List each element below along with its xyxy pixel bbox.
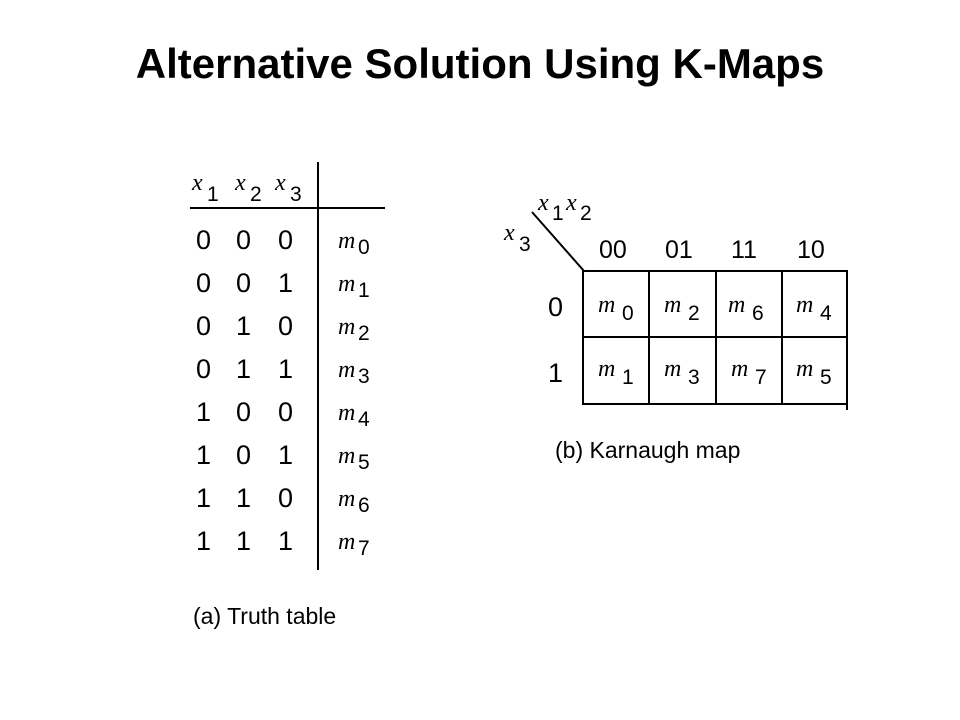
minterm-index: 7 [358, 537, 370, 560]
kmap-grid-line [648, 270, 650, 405]
minterm-index: 2 [358, 322, 370, 345]
bit-x1: 0 [196, 354, 212, 384]
kmap-col-label: 10 [797, 236, 825, 264]
kmap-cell-m: m [598, 356, 616, 382]
kmap-grid-line [781, 270, 783, 405]
minterm-m: m [338, 486, 356, 512]
header-var-x1: x [192, 170, 203, 196]
minterm-index: 3 [358, 365, 370, 388]
header-sub-2: 2 [250, 183, 262, 206]
header-divider [190, 207, 385, 209]
kmap-cell-m: m [796, 292, 814, 318]
kmap-grid-line [715, 270, 717, 405]
kmap-cell-m: m [731, 356, 749, 382]
column-divider [317, 162, 319, 570]
kmap-row-label: 0 [548, 292, 564, 322]
minterm-index: 0 [358, 236, 370, 259]
kmap-side-sub-3: 3 [519, 233, 531, 256]
bit-x2: 0 [236, 440, 252, 470]
kmap-cell-m: m [796, 356, 814, 382]
header-sub-1: 1 [207, 183, 219, 206]
kmap-diagonal [530, 210, 590, 275]
kmap-col-label: 00 [599, 236, 627, 264]
kmap-cell-index: 4 [820, 302, 832, 325]
kmap-caption: (b) Karnaugh map [555, 437, 741, 463]
minterm-index: 4 [358, 408, 370, 431]
minterm-index: 1 [358, 279, 370, 302]
bit-x3: 1 [278, 268, 294, 298]
bit-x1: 1 [196, 483, 212, 513]
kmap-grid-line [846, 270, 848, 410]
bit-x2: 1 [236, 483, 252, 513]
bit-x3: 1 [278, 440, 294, 470]
kmap-cell-index: 1 [622, 366, 634, 389]
minterm-m: m [338, 228, 356, 254]
kmap-cell-m: m [664, 292, 682, 318]
kmap-cell-index: 3 [688, 366, 700, 389]
kmap-cell-index: 7 [755, 366, 767, 389]
kmap-top-sub-1: 1 [552, 202, 564, 225]
header-var-x3: x [275, 170, 286, 196]
bit-x2: 1 [236, 311, 252, 341]
kmap-top-sub-2: 2 [580, 202, 592, 225]
bit-x3: 0 [278, 311, 294, 341]
minterm-m: m [338, 357, 356, 383]
bit-x2: 0 [236, 268, 252, 298]
bit-x1: 0 [196, 225, 212, 255]
kmap-cell-index: 6 [752, 302, 764, 325]
minterm-m: m [338, 443, 356, 469]
kmap-cell-m: m [664, 356, 682, 382]
bit-x3: 1 [278, 354, 294, 384]
kmap-row-label: 1 [548, 358, 564, 388]
kmap-col-label: 11 [731, 236, 757, 264]
kmap-top-var-x1: x [538, 190, 549, 216]
bit-x1: 1 [196, 440, 212, 470]
kmap-cell-index: 2 [688, 302, 700, 325]
minterm-index: 6 [358, 494, 370, 517]
bit-x2: 1 [236, 526, 252, 556]
bit-x1: 1 [196, 397, 212, 427]
kmap-col-label: 01 [665, 236, 693, 264]
kmap-cell-index: 0 [622, 302, 634, 325]
bit-x3: 0 [278, 225, 294, 255]
bit-x2: 1 [236, 354, 252, 384]
kmap-cell-m: m [728, 292, 746, 318]
header-sub-3: 3 [290, 183, 302, 206]
bit-x3: 0 [278, 397, 294, 427]
bit-x2: 0 [236, 397, 252, 427]
bit-x3: 1 [278, 526, 294, 556]
bit-x3: 0 [278, 483, 294, 513]
kmap-grid-line [582, 270, 584, 405]
bit-x1: 0 [196, 268, 212, 298]
minterm-index: 5 [358, 451, 370, 474]
minterm-m: m [338, 529, 356, 555]
bit-x2: 0 [236, 225, 252, 255]
kmap-cell-index: 5 [820, 366, 832, 389]
kmap-cell-m: m [598, 292, 616, 318]
minterm-m: m [338, 314, 356, 340]
minterm-m: m [338, 400, 356, 426]
kmap-top-var-x2: x [566, 190, 577, 216]
bit-x1: 0 [196, 311, 212, 341]
minterm-m: m [338, 271, 356, 297]
slide-title: Alternative Solution Using K-Maps [135, 40, 825, 87]
truth-table-caption: (a) Truth table [193, 603, 337, 629]
kmap-side-var-x3: x [504, 220, 515, 246]
header-var-x2: x [235, 170, 246, 196]
bit-x1: 1 [196, 526, 212, 556]
